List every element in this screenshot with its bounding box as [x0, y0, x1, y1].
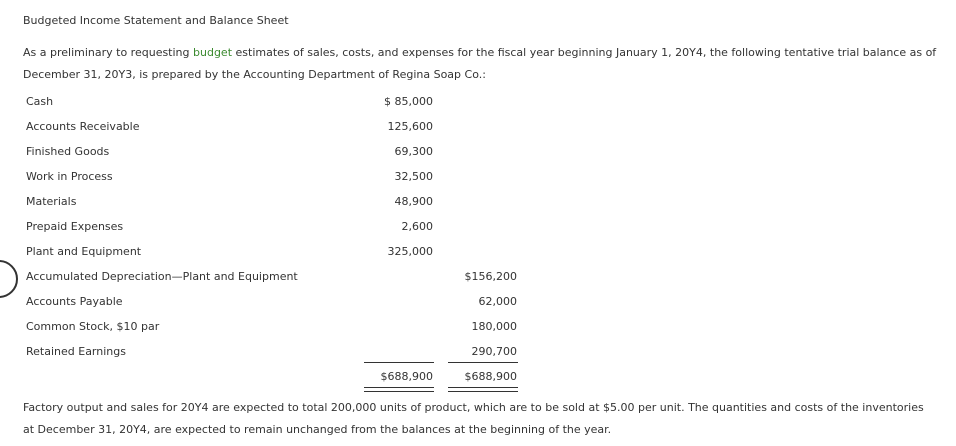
account-name: Plant and Equipment [26, 245, 142, 258]
table-row [0, 266, 956, 291]
budget-link[interactable]: budget [193, 46, 233, 59]
table-row [0, 216, 956, 241]
table-row [0, 316, 956, 341]
intro-text-after: estimates of sales, costs, and expenses for the fiscal year beginning January 1, 20Y4, the following tentative trial balance as of December 31, 20Y3, is prepared by the Accounting Department of Regina Soap Co.: [23, 46, 937, 81]
account-name: Accumulated Depreciation—Plant and Equipment [26, 270, 298, 283]
table-row [0, 291, 956, 316]
debit-amount: 69,300 [394, 145, 433, 158]
total-debit: $688,900 [380, 370, 433, 383]
intro-text-before: As a preliminary to requesting [23, 46, 194, 59]
account-name: Accounts Receivable [26, 120, 140, 133]
debit-subtotal-rule [364, 362, 434, 363]
credit-subtotal-rule [448, 362, 518, 363]
debit-total-double-rule [364, 387, 434, 392]
account-name: Accounts Payable [26, 295, 123, 308]
credit-amount: 290,700 [471, 345, 517, 358]
credit-amount: $156,200 [464, 270, 517, 283]
account-name: Work in Process [26, 170, 113, 183]
debit-amount: $ 85,000 [384, 95, 433, 108]
debit-amount: 2,600 [401, 220, 433, 233]
table-row [0, 241, 956, 266]
account-name: Prepaid Expenses [26, 220, 124, 233]
table-row [0, 141, 956, 166]
account-name: Finished Goods [26, 145, 110, 158]
debit-amount: 48,900 [394, 195, 433, 208]
account-name: Cash [26, 95, 54, 108]
outro-paragraph: Factory output and sales for 20Y4 are expected to total 200,000 units of product, which are to be sold at $5.00 per unit. The quantities and costs of the inventories at December 31, 20Y4, are expected to remain unchanged from the balances at the beginning of the year. [23, 401, 924, 436]
intro-paragraph [23, 42, 938, 86]
credit-amount: 62,000 [478, 295, 517, 308]
total-credit: $688,900 [464, 370, 517, 383]
credit-total-double-rule [448, 387, 518, 392]
account-name: Common Stock, $10 par [26, 320, 160, 333]
table-row [0, 191, 956, 216]
table-row [0, 116, 956, 141]
debit-amount: 32,500 [394, 170, 433, 183]
account-name: Materials [26, 195, 77, 208]
debit-amount: 125,600 [387, 120, 433, 133]
account-name: Retained Earnings [26, 345, 126, 358]
credit-amount: 180,000 [471, 320, 517, 333]
debit-amount: 325,000 [387, 245, 433, 258]
table-row [0, 91, 956, 116]
page-title: Budgeted Income Statement and Balance Sheet [23, 14, 289, 27]
table-row [0, 166, 956, 191]
